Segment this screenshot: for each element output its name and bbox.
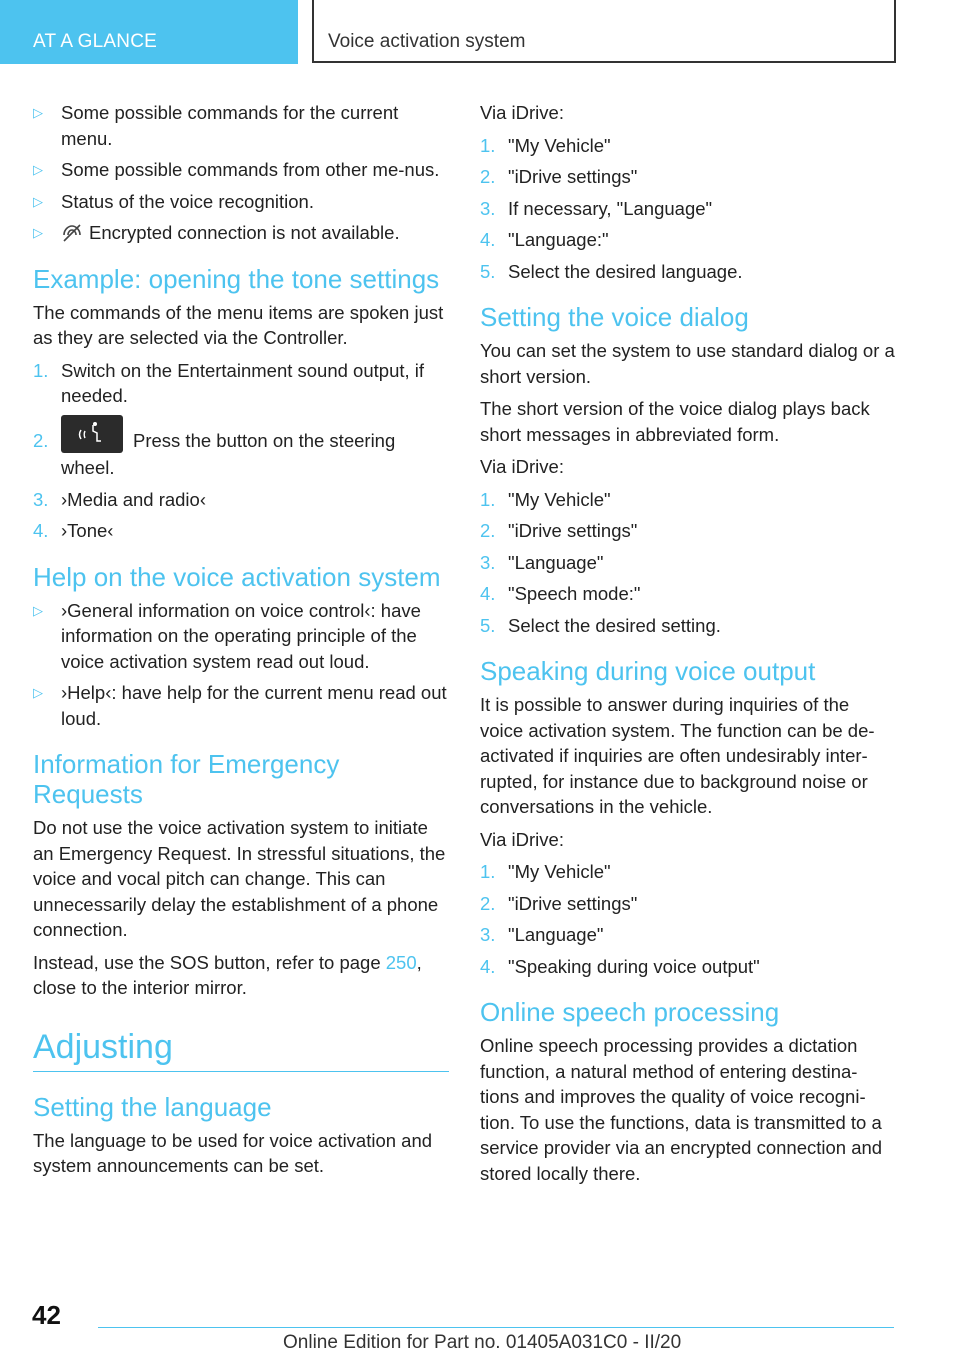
list-item-text: Encrypted connection is not available. — [89, 222, 400, 243]
header-page-title: Voice activation system — [312, 0, 896, 63]
header-section-tab: AT A GLANCE — [0, 0, 298, 64]
list-item — [480, 259, 896, 285]
list-item — [33, 100, 449, 151]
step-number: 1. — [33, 359, 49, 381]
steps-list — [480, 859, 896, 979]
bullet-triangle-icon: ▷ — [33, 162, 43, 177]
list-item-text: Status of the voice recognition. — [61, 190, 314, 212]
list-item — [480, 891, 896, 917]
section-heading: Information for Emergency Requests — [33, 749, 340, 809]
section-heading: Speaking during voice output — [480, 656, 816, 686]
footer-edition: Online Edition for Part no. 01405A031C0 - II/20 — [283, 1332, 682, 1353]
list-item-text: Select the desired language. — [508, 260, 743, 282]
list-item-text: Switch on the Entertainment sound output, if needed. — [61, 359, 425, 406]
paragraph: Online speech processing provides a dictation function, a natural method of entering destina‐tions and improves the quality of voice recogni‐tion. To use the functions, data is transmitted to a service provider via an encrypted connection and stored locally there. — [480, 1035, 883, 1184]
paragraph: It is possible to answer during inquiries of the voice activation system. The function can be de‐activated if inquiries are often undesirably inter‐rupted, for instance due to background noise or conversations in the vehicle. — [480, 694, 875, 817]
step-number: 2. — [480, 166, 496, 187]
step-number: 3. — [480, 924, 496, 945]
steps-list — [480, 487, 896, 639]
section-heading: Online speech processing — [480, 997, 780, 1027]
section-heading: Setting the language — [33, 1091, 272, 1122]
paragraph: The language to be used for voice activation and system announcements can be set. — [33, 1129, 433, 1176]
list-item — [33, 415, 449, 481]
step-number: 4. — [480, 955, 496, 977]
list-item — [33, 598, 449, 675]
paragraph: Via iDrive: — [480, 102, 564, 123]
list-item-text: ›Tone‹ — [61, 520, 114, 541]
status-bullets — [33, 100, 449, 246]
step-number: 2. — [33, 429, 49, 451]
bullet-triangle-icon: ▷ — [33, 105, 43, 120]
step-number: 3. — [480, 197, 496, 219]
step-number: 5. — [480, 260, 496, 282]
list-item-text: "Language" — [508, 924, 604, 945]
bullet-triangle-icon: ▷ — [33, 225, 43, 240]
list-item-text: "Language" — [508, 551, 604, 573]
list-item — [480, 196, 896, 222]
list-item — [480, 227, 896, 253]
list-item — [33, 680, 449, 731]
list-item — [480, 133, 896, 159]
list-item — [480, 859, 896, 885]
paragraph: Via iDrive: — [480, 828, 564, 850]
bullet-triangle-icon: ▷ — [33, 602, 43, 618]
paragraph-text: , close to the interior mirror. — [33, 951, 422, 998]
help-bullets — [33, 598, 449, 732]
step-number: 4. — [480, 583, 496, 604]
list-item — [33, 157, 449, 183]
list-item-text: "Speech mode:" — [508, 583, 641, 604]
bullet-triangle-icon: ▷ — [33, 193, 43, 209]
list-item — [480, 487, 896, 513]
list-item — [33, 220, 449, 246]
list-item-text: "iDrive settings" — [508, 166, 638, 187]
list-item — [480, 164, 896, 190]
section-heading: Setting the voice dialog — [480, 302, 749, 332]
page-reference-link[interactable]: 250 — [385, 951, 417, 973]
paragraph-text: Instead, use the SOS button, refer to page — [33, 951, 386, 973]
list-item-text: Press the button on the steering wheel. — [61, 429, 396, 478]
page-number: 42 — [32, 1300, 61, 1330]
list-item — [33, 518, 449, 544]
step-number: 1. — [480, 488, 496, 510]
list-item — [480, 613, 896, 639]
paragraph: Via iDrive: — [480, 456, 564, 477]
step-number: 1. — [480, 861, 496, 882]
paragraph: The commands of the menu items are spoken just as they are selected via the Controller. — [33, 301, 444, 348]
list-item-text: Some possible commands from other me‐nus. — [61, 159, 440, 180]
list-item — [480, 954, 896, 980]
paragraph: The short version of the voice dialog plays back short messages in abbreviated form. — [480, 398, 870, 445]
step-number: 4. — [33, 520, 49, 541]
bullet-triangle-icon: ▷ — [33, 685, 43, 700]
voice-button-icon — [61, 415, 123, 453]
list-item — [480, 581, 896, 607]
footer-divider — [98, 1327, 894, 1328]
step-number: 4. — [480, 229, 496, 250]
list-item — [480, 550, 896, 576]
list-item-text: Select the desired setting. — [508, 614, 721, 636]
section-heading: Example: opening the tone settings — [33, 263, 440, 294]
list-item-text: Some possible commands for the current menu. — [61, 102, 399, 149]
list-item — [33, 358, 449, 409]
step-number: 1. — [480, 134, 496, 156]
step-number: 3. — [33, 488, 49, 510]
right-column — [480, 100, 896, 1193]
list-item-text: ›Help‹: have help for the current menu read out loud. — [61, 682, 447, 729]
list-item-text: If necessary, "Language" — [508, 197, 713, 219]
step-number: 3. — [480, 551, 496, 573]
chapter-heading: Adjusting — [33, 1027, 449, 1072]
list-item-text: ›Media and radio‹ — [61, 488, 206, 510]
list-item-text: ›General information on voice control‹: have information on the operating principle of the voice activation system read out loud. — [61, 599, 421, 672]
list-item-text: "iDrive settings" — [508, 520, 638, 541]
list-item — [480, 518, 896, 544]
steps-list — [480, 133, 896, 285]
paragraph: Do not use the voice activation system to initiate an Emergency Request. In stressful situations, the voice and vocal pitch can change. This can unnecessarily delay the establishment of a phone connection. — [33, 817, 446, 940]
list-item-text: "My Vehicle" — [508, 134, 611, 156]
section-heading: Help on the voice activation system — [33, 561, 441, 592]
list-item — [33, 487, 449, 513]
left-column — [33, 100, 449, 1186]
step-number: 2. — [480, 892, 496, 914]
paragraph: You can set the system to use standard dialog or a short version. — [480, 340, 895, 387]
list-item-text: "Language:" — [508, 229, 609, 250]
encrypted-connection-off-icon — [61, 223, 83, 243]
list-item-text: "Speaking during voice output" — [508, 955, 760, 977]
step-number: 5. — [480, 614, 496, 636]
steps-list — [33, 358, 449, 544]
list-item-text: "My Vehicle" — [508, 861, 611, 882]
list-item — [33, 189, 449, 215]
list-item — [480, 922, 896, 948]
list-item-text: "My Vehicle" — [508, 488, 611, 510]
list-item-text: "iDrive settings" — [508, 892, 638, 914]
step-number: 2. — [480, 520, 496, 541]
paragraph — [33, 950, 449, 1001]
